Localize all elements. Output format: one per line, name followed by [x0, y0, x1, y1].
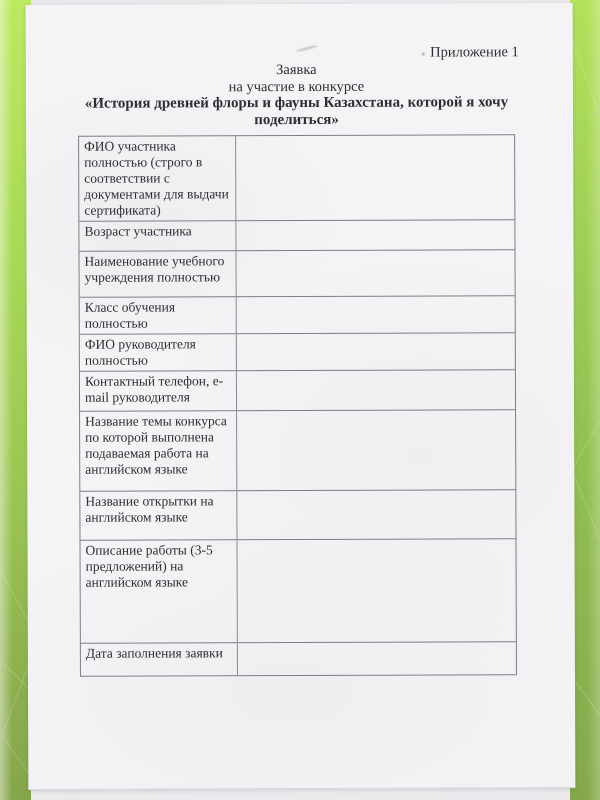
field-label: Наименование учебного учреждения полностью — [79, 251, 236, 297]
contest-title-line2: поделиться» — [254, 111, 339, 128]
field-value-cell — [237, 490, 515, 539]
appendix-label: Приложение 1 — [430, 44, 519, 61]
field-label: Название темы конкурса по которой выполнена подаваемая работа на английском языке — [80, 411, 237, 491]
form-row — [80, 333, 515, 372]
field-label: ФИО участника полностью (строго в соответствии с документами для выдачи сертификата) — [79, 136, 236, 221]
field-label: Возраст участника — [79, 221, 236, 251]
document-page — [26, 3, 576, 790]
form-row — [80, 296, 515, 335]
application-form-table — [78, 134, 517, 677]
form-row — [79, 250, 514, 298]
form-row — [79, 220, 514, 252]
field-value-cell — [237, 370, 515, 410]
doc-title: Заявка — [276, 61, 317, 79]
form-row — [81, 539, 516, 644]
field-label: Контактный телефон, e-mail руководителя — [80, 371, 237, 411]
contest-title-line1: «История древней флоры и фауны Казахстана, которой я хочу — [84, 94, 509, 112]
field-label: ФИО руководителя полностью — [80, 334, 237, 371]
field-value-cell — [236, 135, 514, 220]
field-value-cell — [238, 642, 516, 675]
form-row — [80, 490, 515, 541]
field-label: Дата заполнения заявки — [81, 643, 238, 676]
field-value-cell — [238, 539, 516, 642]
doc-subtitle: на участие в конкурсе — [228, 78, 365, 95]
form-row — [81, 642, 516, 677]
field-label: Описание работы (3-5 предложений) на английском языке — [81, 540, 238, 643]
form-row — [79, 135, 514, 222]
document-header — [78, 61, 515, 129]
field-value-cell — [237, 410, 515, 490]
form-row — [80, 370, 515, 412]
field-label: Класс обучения полностью — [80, 297, 237, 334]
field-value-cell — [236, 220, 514, 250]
form-row — [80, 410, 515, 492]
field-value-cell — [236, 250, 514, 296]
field-value-cell — [237, 296, 515, 333]
field-label: Название открытки на английском языке — [80, 491, 237, 540]
field-value-cell — [237, 333, 515, 370]
